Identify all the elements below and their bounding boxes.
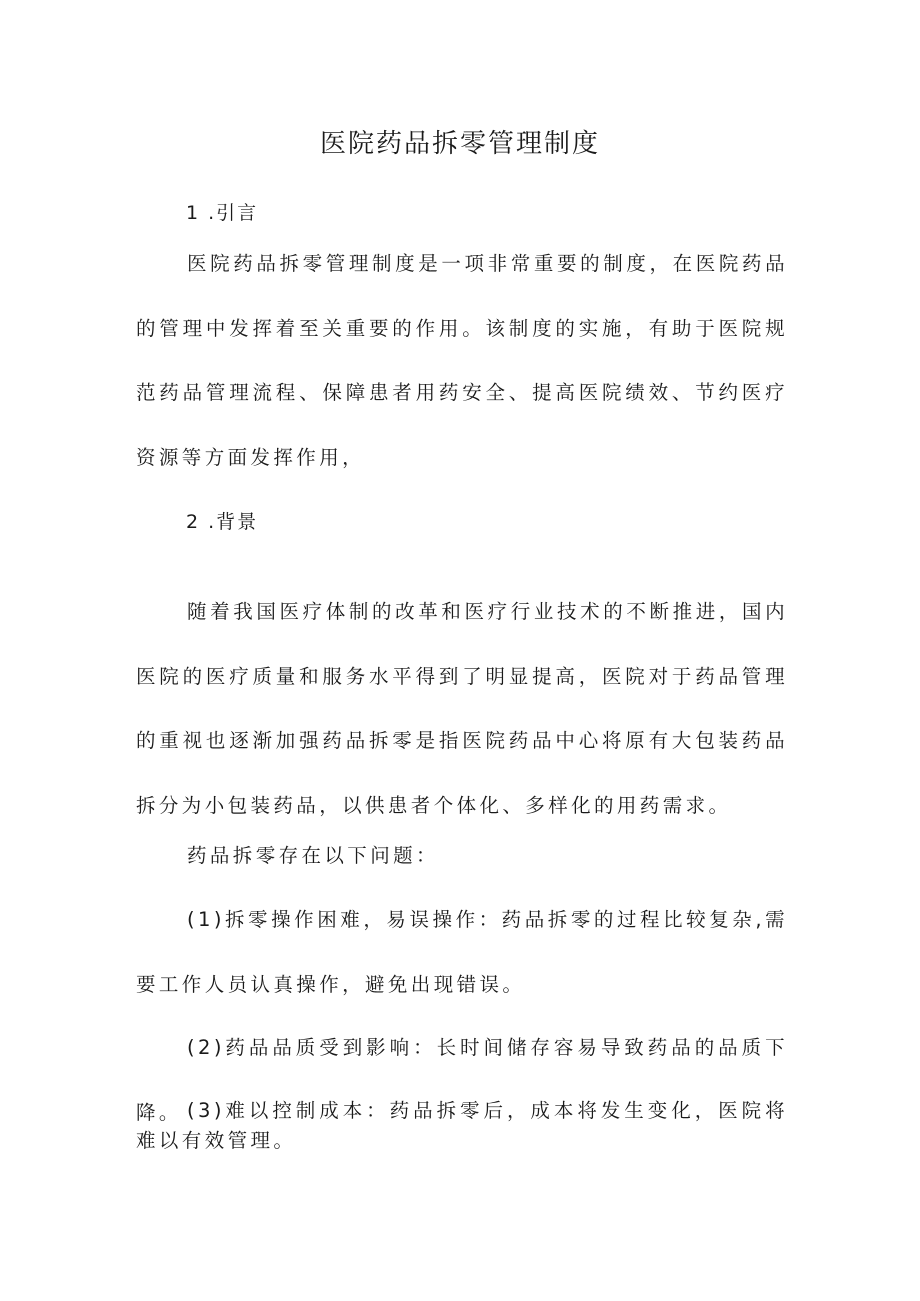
paragraph-introduction: 医院药品拆零管理制度是一项非常重要的制度，在医院药品的管理中发挥着至关重要的作用。该制度的实施，有助于医院规范药品管理流程、保障患者用药安全、提高医院绩效、节约医疗资源等方面发挥作用， [136, 252, 788, 469]
list-item-problem-1: (1)拆零操作困难，易误操作：药品拆零的过程比较复杂,需要工作人员认真操作，避免出现错误。 [136, 908, 788, 996]
list-item-problem-3: (3)难以控制成本：药品拆零后，成本将发生变化，医院将难以有效管理。 [136, 1099, 788, 1152]
paragraph-problems-intro: 药品拆零存在以下问题： [187, 844, 439, 867]
paragraph-background: 随着我国医疗体制的改革和医疗行业技术的不断推进，国内医院的医疗质量和服务水平得到了明显提高，医院对于药品管理的重视也逐渐加强药品拆零是指医院药品中心将原有大包装药品拆分为小包装药品，以供患者个体化、多样化的用药需求。 [136, 600, 788, 817]
list-item-problem-2: (2)药品品质受到影响：长时间储存容易导致药品的品质下降。 [136, 1036, 788, 1124]
section-heading-background: 2 .背景 [186, 511, 259, 533]
section-heading-introduction: 1 .引言 [186, 202, 259, 224]
document-title: 医院药品拆零管理制度 [319, 129, 600, 159]
